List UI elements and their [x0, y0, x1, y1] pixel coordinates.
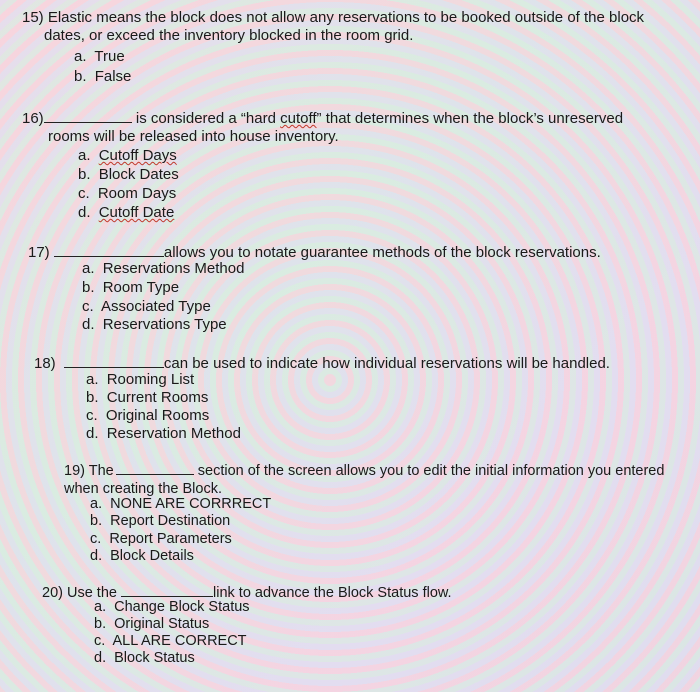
option-letter: b. [90, 513, 103, 529]
question-17-text: allows you to notate guarantee methods of the block reservations. [163, 244, 601, 261]
question-number: 17) [28, 244, 50, 261]
question-16-text-line2: rooms will be released into house inventory. [48, 128, 339, 145]
option-text: Cutoff Date [98, 204, 175, 221]
option-letter: c. [86, 407, 98, 424]
q20-option-c[interactable] [94, 632, 247, 650]
question-15-text-line2: dates, or exceed the inventory blocked in the room grid. [44, 27, 414, 44]
q17-option-d[interactable] [82, 316, 227, 334]
q19-option-b[interactable] [90, 512, 230, 530]
option-letter: a. [86, 371, 99, 388]
q16-option-d[interactable] [78, 204, 174, 222]
option-letter: d. [90, 548, 103, 564]
option-text: Block Status [114, 650, 195, 666]
question-18 [34, 353, 610, 373]
q17-option-b[interactable] [82, 279, 179, 297]
option-text: Reservation Method [106, 425, 241, 442]
option-letter: d. [82, 316, 95, 333]
option-text: Cutoff Days [98, 147, 177, 164]
option-letter: a. [78, 147, 91, 164]
q20-option-b[interactable] [94, 615, 209, 633]
answer-blank[interactable] [44, 108, 132, 123]
option-letter: c. [94, 633, 106, 649]
q18-option-b[interactable] [86, 389, 208, 407]
answer-blank[interactable] [54, 242, 164, 257]
option-text: Reservations Type [102, 316, 227, 333]
option-text: Block Details [110, 548, 194, 564]
q17-option-c[interactable] [82, 298, 211, 316]
option-letter: b. [94, 616, 107, 632]
q16-option-c[interactable] [78, 185, 176, 203]
question-17 [28, 242, 601, 262]
answer-blank[interactable] [64, 353, 164, 368]
question-number: 18) [34, 355, 56, 372]
option-text: Change Block Status [114, 599, 250, 615]
option-letter: b. [78, 166, 91, 183]
question-16 [22, 108, 623, 146]
option-text: Original Status [114, 616, 210, 632]
question-16-text-end: ” that determines when the block’s unreserved [316, 110, 624, 127]
q15-option-a[interactable] [74, 48, 125, 66]
question-19-start: 19) The [64, 463, 114, 479]
question-20-start: 20) Use the [42, 585, 117, 601]
option-text: Associated Type [101, 298, 211, 315]
option-letter: c. [82, 298, 94, 315]
question-18-text: can be used to indicate how individual reservations will be handled. [163, 355, 610, 372]
option-text: True [94, 48, 125, 65]
option-text: Report Parameters [109, 531, 232, 547]
option-letter: b. [82, 279, 95, 296]
option-letter: a. [82, 260, 95, 277]
cutoff-word: cutoff [280, 110, 317, 127]
question-number: 16) [22, 110, 44, 127]
option-text: NONE ARE CORRRECT [110, 496, 272, 512]
option-letter: d. [94, 650, 107, 666]
q18-option-a[interactable] [86, 371, 194, 389]
option-text: Reservations Method [102, 260, 245, 277]
answer-blank[interactable] [121, 582, 213, 597]
question-15 [22, 9, 644, 45]
option-text: Rooming List [106, 371, 195, 388]
option-text: Report Destination [110, 513, 231, 529]
option-letter: b. [74, 68, 87, 85]
q19-option-a[interactable] [90, 495, 271, 513]
option-text: Room Days [97, 185, 177, 202]
option-letter: a. [74, 48, 87, 65]
answer-blank[interactable] [116, 460, 194, 475]
option-text: ALL ARE CORRECT [112, 633, 247, 649]
q20-option-d[interactable] [94, 649, 195, 667]
question-19-text-line2: when creating the Block. [64, 481, 222, 497]
option-text: Room Type [102, 279, 180, 296]
q15-option-b[interactable] [74, 68, 131, 86]
question-19 [64, 460, 664, 498]
q19-option-d[interactable] [90, 547, 194, 565]
q17-option-a[interactable] [82, 260, 244, 278]
question-20-text: link to advance the Block Status flow. [213, 585, 452, 601]
option-text: False [94, 68, 132, 85]
option-text: Block Dates [98, 166, 179, 183]
q16-option-b[interactable] [78, 166, 179, 184]
option-text: Original Rooms [105, 407, 210, 424]
question-16-text: is considered a “hard [135, 110, 276, 127]
option-letter: d. [78, 204, 91, 221]
option-text: Current Rooms [106, 389, 209, 406]
option-letter: c. [90, 531, 102, 547]
option-letter: a. [94, 599, 107, 615]
option-letter: d. [86, 425, 99, 442]
question-15-text-line1: 15) Elastic means the block does not allow any reservations to be booked outside of the block [22, 9, 645, 26]
q19-option-c[interactable] [90, 530, 232, 548]
q18-option-c[interactable] [86, 407, 209, 425]
option-letter: a. [90, 496, 103, 512]
q18-option-d[interactable] [86, 425, 241, 443]
option-letter: c. [78, 185, 90, 202]
q16-option-a[interactable] [78, 147, 177, 165]
q20-option-a[interactable] [94, 598, 250, 616]
option-letter: b. [86, 389, 99, 406]
question-19-text: section of the screen allows you to edit the initial information you entered [197, 463, 665, 479]
